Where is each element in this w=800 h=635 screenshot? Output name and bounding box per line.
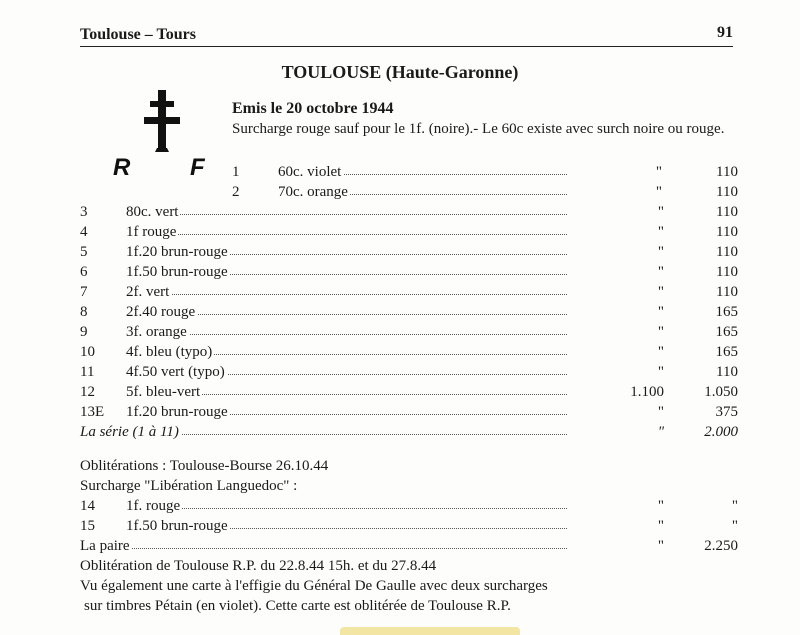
price-mint: " — [657, 344, 664, 360]
price-used: 375 — [715, 404, 738, 420]
leader-dots — [126, 508, 567, 509]
table-row — [80, 202, 740, 222]
catalog-number: 10 — [80, 344, 95, 360]
price-mint: " — [657, 538, 664, 554]
catalog-number: 11 — [80, 364, 95, 380]
catalog-number: 12 — [80, 384, 95, 400]
leader-dots — [126, 234, 567, 235]
leader-dots — [80, 548, 567, 549]
table-row — [80, 222, 740, 242]
price-used: 110 — [716, 224, 738, 240]
closing-line-2: Vu également une carte à l'effigie du Général De Gaulle avec deux surcharges — [80, 578, 548, 594]
leader-dots — [126, 214, 567, 215]
price-used: " — [731, 498, 738, 514]
leader-dots — [126, 334, 567, 335]
table-row — [80, 302, 740, 322]
price-used: 110 — [716, 284, 738, 300]
table-row — [80, 322, 740, 342]
table-row — [80, 362, 740, 382]
catalog-number: 15 — [80, 518, 95, 534]
stamp-description: 1f.20 brun-rouge — [126, 244, 228, 260]
surcharge-note: Surcharge rouge sauf pour le 1f. (noire).- Le 60c existe avec surch noire ou rouge. — [232, 121, 725, 137]
stamp-description: 70c. orange — [278, 184, 348, 200]
catalog-number: 13E — [80, 404, 105, 420]
catalog-number: 8 — [80, 304, 88, 320]
price-mint: " — [657, 284, 664, 300]
table-row — [80, 496, 740, 516]
closing-line-1: Oblitération de Toulouse R.P. du 22.8.44 15h. et du 27.8.44 — [80, 558, 437, 574]
catalog-number: 4 — [80, 224, 88, 240]
price-mint: " — [657, 424, 664, 440]
price-mint: " — [657, 324, 664, 340]
stamp-description: 80c. vert — [126, 204, 179, 220]
catalog-number: 3 — [80, 204, 88, 220]
stamp-description: 1f. rouge — [126, 498, 181, 514]
stamp-description: 4f.50 vert (typo) — [126, 364, 225, 380]
page-number: 91 — [717, 24, 733, 41]
table-row — [80, 262, 740, 282]
catalog-number: 1 — [232, 164, 240, 180]
price-used: 1.050 — [704, 384, 738, 400]
price-mint: " — [657, 244, 664, 260]
price-mint: " — [655, 164, 662, 180]
table-row — [80, 402, 740, 422]
catalog-number: 9 — [80, 324, 88, 340]
stamp-description: 1f.50 brun-rouge — [126, 264, 228, 280]
next-page-edge — [340, 627, 520, 635]
price-mint: " — [657, 204, 664, 220]
stamp-description: 1f rouge — [126, 224, 177, 240]
page-header — [80, 24, 733, 47]
price-used: 110 — [716, 244, 738, 260]
table-row — [80, 382, 740, 402]
emblem-letter-f: F — [190, 154, 205, 180]
stamp-description: La paire — [80, 538, 130, 554]
price-used: 110 — [716, 364, 738, 380]
catalog-number: 14 — [80, 498, 95, 514]
leader-dots — [126, 294, 567, 295]
price-mint: " — [657, 518, 664, 534]
section-title: TOULOUSE (Haute-Garonne) — [281, 62, 519, 82]
price-used: 110 — [716, 164, 738, 180]
stamp-description: 1f.20 brun-rouge — [126, 404, 228, 420]
price-used: 2.000 — [704, 424, 738, 440]
price-mint: " — [655, 184, 662, 200]
table-row — [80, 516, 740, 536]
stamp-description: 60c. violet — [278, 164, 342, 180]
price-mint: " — [657, 264, 664, 280]
stamp-description: 4f. bleu (typo) — [126, 344, 213, 360]
table-row — [80, 422, 740, 442]
stamp-description: 2f.40 rouge — [126, 304, 196, 320]
obliterations-line: Oblitérations : Toulouse-Bourse 26.10.44 — [80, 458, 329, 474]
stamp-description: 1f.50 brun-rouge — [126, 518, 228, 534]
table-row — [80, 282, 740, 302]
stamp-description: 2f. vert — [126, 284, 170, 300]
price-mint: " — [657, 304, 664, 320]
stamp-description: 3f. orange — [126, 324, 187, 340]
price-used: 2.250 — [704, 538, 738, 554]
price-mint: " — [657, 404, 664, 420]
catalog-number: 6 — [80, 264, 88, 280]
price-used: 110 — [716, 264, 738, 280]
catalog-number: 2 — [232, 184, 240, 200]
table-row — [232, 182, 800, 202]
table-row — [80, 342, 740, 362]
cross-of-lorraine-emblem — [108, 90, 218, 180]
price-mint: " — [657, 498, 664, 514]
price-used: 165 — [715, 344, 738, 360]
price-used: 110 — [716, 204, 738, 220]
price-mint: " — [657, 224, 664, 240]
catalog-number: 5 — [80, 244, 88, 260]
liberation-surcharge-heading: Surcharge "Libération Languedoc" : — [80, 478, 298, 494]
issue-date: Emis le 20 octobre 1944 — [232, 100, 394, 117]
price-used: " — [731, 518, 738, 534]
price-used: 165 — [715, 304, 738, 320]
catalog-number: 7 — [80, 284, 88, 300]
cross-of-lorraine-icon — [108, 90, 218, 180]
price-mint: " — [657, 364, 664, 380]
running-head: Toulouse – Tours — [80, 26, 196, 43]
price-used: 165 — [715, 324, 738, 340]
stamp-description: 5f. bleu-vert — [126, 384, 201, 400]
emblem-letter-r: R — [113, 154, 131, 180]
table-row — [232, 162, 800, 182]
stamp-description: La série (1 à 11) — [80, 424, 179, 440]
table-row — [80, 242, 740, 262]
price-used: 110 — [716, 184, 738, 200]
price-mint: 1.100 — [630, 384, 664, 400]
closing-line-3: sur timbres Pétain (en violet). Cette carte est oblitérée de Toulouse R.P. — [84, 598, 511, 614]
table-row — [80, 536, 740, 556]
